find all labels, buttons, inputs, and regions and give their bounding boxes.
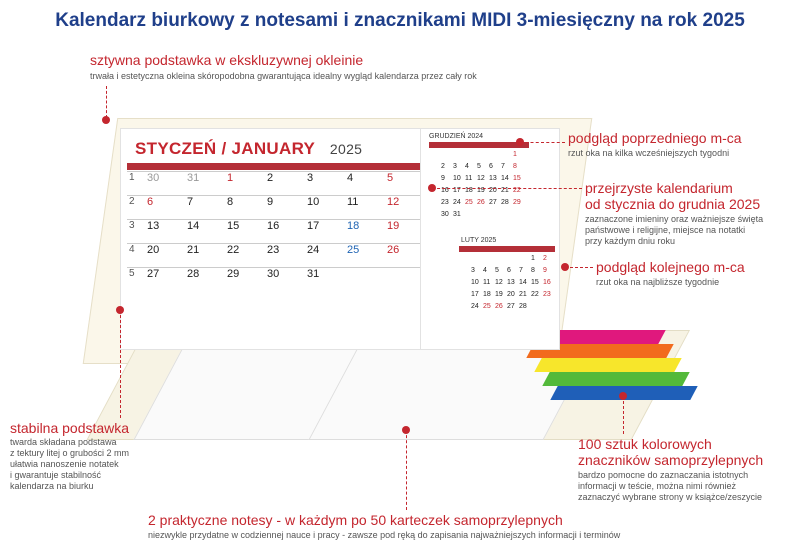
- mini-calendar-day: 21: [501, 187, 509, 194]
- calendar-day: 15: [225, 219, 265, 243]
- mini-calendar-day: 30: [441, 211, 449, 218]
- weekday-header-bar: [127, 163, 433, 170]
- mini-calendar-day: 4: [483, 267, 487, 274]
- mini-calendar-day: 22: [513, 187, 521, 194]
- next-desc: rzut oka na najbliższe tygodnie: [596, 277, 720, 287]
- calendar-day: 6: [145, 195, 185, 219]
- mini-calendar-day: [501, 151, 513, 163]
- mini-calendar-day: 24: [471, 303, 479, 310]
- calendar-day: 30: [145, 171, 185, 195]
- calendar-day: 13: [145, 219, 185, 243]
- week-number: 2: [127, 195, 145, 219]
- leader-line-notes: [406, 430, 407, 510]
- mini-calendar-day: 4: [465, 163, 469, 170]
- leader-dot-tabs: [619, 392, 627, 400]
- mini-calendar-day: [495, 255, 507, 267]
- mini-calendar-day: 26: [495, 303, 503, 310]
- mini-calendar-day: [513, 211, 525, 223]
- mini-calendar-day: [441, 151, 453, 163]
- leader-line-tabs: [623, 396, 624, 434]
- calendar-day: 27: [145, 267, 185, 291]
- next-month-bar: [459, 246, 555, 252]
- mini-week-spacer: [429, 151, 441, 163]
- mini-calendar-day: [465, 211, 477, 223]
- calendar-day: 5: [385, 171, 425, 195]
- mini-calendar-day: [531, 303, 543, 315]
- mini-calendar-day: [465, 151, 477, 163]
- mini-calendar-day: 8: [513, 163, 517, 170]
- mini-calendar-day: 27: [489, 199, 497, 206]
- cal-desc-2: państwowe i religijne, miejsce na notatki: [585, 225, 746, 235]
- calendar-day: 11: [345, 195, 385, 219]
- mini-calendar-day: 7: [519, 267, 523, 274]
- leader-line-next: [565, 267, 593, 268]
- mini-calendar-day: 7: [501, 163, 505, 170]
- calendar-year: 2025: [329, 141, 363, 157]
- mini-calendar-day: [543, 303, 555, 315]
- mini-calendar-day: [507, 255, 519, 267]
- cal-title-2: od stycznia do grudnia 2025: [585, 196, 761, 212]
- mini-calendar-day: 17: [453, 187, 461, 194]
- calendar-day: 12: [385, 195, 425, 219]
- mini-calendar-day: 15: [513, 175, 521, 182]
- mini-week-spacer: [459, 255, 471, 267]
- mini-week-spacer: [459, 267, 471, 279]
- mini-calendar-day: [471, 255, 483, 267]
- mini-week-spacer: [429, 211, 441, 223]
- base-desc-5: kalendarza na biurku: [10, 481, 94, 491]
- mini-calendar-day: 6: [489, 163, 493, 170]
- notes-desc: niezwykle przydatne w codziennej nauce i pracy - zawsze pod ręką do zapisania najważniejszych informacji i terminów: [148, 530, 621, 540]
- calendar-day: 7: [185, 195, 225, 219]
- mini-calendar-day: 3: [471, 267, 475, 274]
- tabs-desc-3: zaznaczyć wybrane strony w książce/zeszycie: [578, 492, 763, 502]
- leader-dot-next: [561, 263, 569, 271]
- cal-title-1: przejrzyste kalendarium: [585, 180, 733, 196]
- sticky-tab-green: [542, 372, 689, 386]
- week-number: 3: [127, 219, 145, 243]
- mini-calendar-day: 9: [441, 175, 445, 182]
- calendar-day: [345, 267, 385, 291]
- calendar-day: 28: [185, 267, 225, 291]
- mini-calendar-day: 9: [543, 267, 547, 274]
- prev-desc: rzut oka na kilka wcześniejszych tygodni: [568, 148, 730, 158]
- mini-calendar-day: 13: [489, 175, 497, 182]
- calendar-day: 31: [185, 171, 225, 195]
- mini-calendar-day: 12: [495, 279, 503, 286]
- title-part2: MIDI 3-miesięczny na rok 2025: [471, 10, 745, 31]
- title-part1: Kalendarz biurkowy z notesami i znacznikami: [55, 10, 472, 31]
- mini-week-spacer: [459, 291, 471, 303]
- tabs-desc-2: informacji w teście, można nimi również: [578, 481, 737, 491]
- mini-calendar-day: 12: [477, 175, 485, 182]
- base-desc-3: ułatwia nanoszenie notatek: [10, 459, 119, 469]
- calendar-day: 4: [345, 171, 385, 195]
- prev-month-title: GRUDZIEŃ 2024: [429, 133, 484, 140]
- leader-dot-cal: [428, 184, 436, 192]
- next-month-grid: [459, 255, 555, 315]
- stand-title: sztywna podstawka w ekskluzywnej okleinie: [90, 52, 364, 68]
- calendar-day: 9: [265, 195, 305, 219]
- calendar-grid: [127, 171, 425, 291]
- mini-calendar-day: [453, 151, 465, 163]
- mini-calendar-day: 26: [477, 199, 485, 206]
- leader-line-prev: [520, 142, 565, 143]
- calendar-day: 22: [225, 243, 265, 267]
- mini-calendar-day: 25: [465, 199, 473, 206]
- mini-calendar-day: 5: [477, 163, 481, 170]
- mini-calendar-day: 29: [513, 199, 521, 206]
- mini-calendar-day: 16: [543, 279, 551, 286]
- mini-calendar-day: 20: [489, 187, 497, 194]
- sticky-tab-yellow: [534, 358, 681, 372]
- mini-calendar-day: 17: [471, 291, 479, 298]
- mini-calendar-day: [477, 211, 489, 223]
- week-number: 1: [127, 171, 145, 195]
- mini-week-spacer: [459, 279, 471, 291]
- tabs-desc-1: bardzo pomocne do zaznaczania istotnych: [578, 470, 749, 480]
- cal-desc-1: zaznaczone imieniny oraz ważniejsze święta: [585, 214, 764, 224]
- mini-calendar-day: 28: [519, 303, 527, 310]
- tabs-title-2: znaczników samoprzylepnych: [578, 452, 764, 468]
- calendar-day: 20: [145, 243, 185, 267]
- cal-desc-3: przy każdym dniu roku: [585, 236, 676, 246]
- next-month-title: LUTY 2025: [461, 237, 497, 244]
- mini-calendar-day: 22: [531, 291, 539, 298]
- mini-calendar-day: 5: [495, 267, 499, 274]
- calendar-day: 21: [185, 243, 225, 267]
- leader-dot-notes: [402, 426, 410, 434]
- base-desc-2: z tektury litej o grubości 2 mm: [10, 448, 130, 458]
- calendar-day: [385, 267, 425, 291]
- mini-calendar-day: 11: [483, 279, 491, 286]
- calendar-day: 14: [185, 219, 225, 243]
- mini-calendar-day: 23: [441, 199, 449, 206]
- mini-calendar-day: 14: [519, 279, 527, 286]
- mini-calendar-day: [519, 255, 531, 267]
- calendar-day: 23: [265, 243, 305, 267]
- stand-desc: trwała i estetyczna okleina skóropodobna gwarantująca idealny wygląd kalendarza przez cały rok: [90, 71, 477, 81]
- mini-week-spacer: [429, 163, 441, 175]
- mini-calendar-card: [420, 128, 560, 350]
- prev-month-grid: [429, 151, 525, 223]
- mini-calendar-day: 27: [507, 303, 515, 310]
- calendar-day: 31: [305, 267, 345, 291]
- calendar-day: 16: [265, 219, 305, 243]
- mini-calendar-day: 10: [471, 279, 479, 286]
- calendar-day: 8: [225, 195, 265, 219]
- mini-calendar-day: 15: [531, 279, 539, 286]
- mini-calendar-day: 20: [507, 291, 515, 298]
- mini-calendar-day: [477, 151, 489, 163]
- mini-week-spacer: [429, 199, 441, 211]
- mini-calendar-day: 13: [507, 279, 515, 286]
- calendar-day: 19: [385, 219, 425, 243]
- mini-calendar-day: 11: [465, 175, 473, 182]
- prev-month-bar: [429, 142, 529, 148]
- leader-line-cal: [432, 188, 582, 189]
- calendar-month: STYCZEŃ / JANUARY: [135, 139, 315, 158]
- leader-line-base: [120, 310, 121, 418]
- leader-line-stand: [106, 86, 107, 118]
- mini-calendar-day: [489, 151, 501, 163]
- mini-calendar-day: [501, 211, 513, 223]
- calendar-day: 2: [265, 171, 305, 195]
- mini-calendar-day: 3: [453, 163, 457, 170]
- notes-title: 2 praktyczne notesy - w każdym po 50 karteczek samoprzylepnych: [148, 512, 563, 528]
- calendar-day: 29: [225, 267, 265, 291]
- mini-calendar-day: 6: [507, 267, 511, 274]
- calendar-day: 3: [305, 171, 345, 195]
- base-desc-1: twarda składana podstawa: [10, 437, 117, 447]
- mini-calendar-day: 18: [483, 291, 491, 298]
- mini-calendar-day: 16: [441, 187, 449, 194]
- mini-calendar-day: 14: [501, 175, 509, 182]
- calendar-day: 18: [345, 219, 385, 243]
- page-title: [0, 10, 800, 32]
- base-title: stabilna podstawka: [10, 420, 130, 436]
- mini-calendar-day: [489, 211, 501, 223]
- mini-calendar-day: 31: [453, 211, 461, 218]
- base-desc-4: i gwarantuje stabilność: [10, 470, 102, 480]
- leader-dot-prev: [516, 138, 524, 146]
- mini-calendar-day: 2: [543, 255, 547, 262]
- tabs-title-1: 100 sztuk kolorowych: [578, 436, 712, 452]
- mini-calendar-day: 23: [543, 291, 551, 298]
- calendar-day: 10: [305, 195, 345, 219]
- leader-dot-base: [116, 306, 124, 314]
- calendar-day: 24: [305, 243, 345, 267]
- mini-calendar-day: 19: [477, 187, 485, 194]
- mini-calendar-day: 28: [501, 199, 509, 206]
- mini-calendar-day: 24: [453, 199, 461, 206]
- week-number: 5: [127, 267, 145, 291]
- calendar-day: 26: [385, 243, 425, 267]
- mini-calendar-day: [483, 255, 495, 267]
- mini-calendar-day: 8: [531, 267, 535, 274]
- mini-calendar-day: 19: [495, 291, 503, 298]
- next-title: podgląd kolejnego m-ca: [596, 259, 745, 275]
- calendar-day: 25: [345, 243, 385, 267]
- mini-calendar-day: 1: [513, 151, 517, 158]
- mini-week-spacer: [459, 303, 471, 315]
- mini-calendar-day: 1: [531, 255, 535, 262]
- prev-title: podgląd poprzedniego m-ca: [568, 130, 742, 146]
- mini-calendar-day: 21: [519, 291, 527, 298]
- calendar-day: 1: [225, 171, 265, 195]
- mini-calendar-day: 10: [453, 175, 461, 182]
- week-number: 4: [127, 243, 145, 267]
- mini-calendar-day: 2: [441, 163, 445, 170]
- leader-dot-stand: [102, 116, 110, 124]
- mini-calendar-day: 18: [465, 187, 473, 194]
- calendar-day: 17: [305, 219, 345, 243]
- mini-calendar-day: 25: [483, 303, 491, 310]
- calendar-day: 30: [265, 267, 305, 291]
- main-calendar-card: [120, 128, 440, 350]
